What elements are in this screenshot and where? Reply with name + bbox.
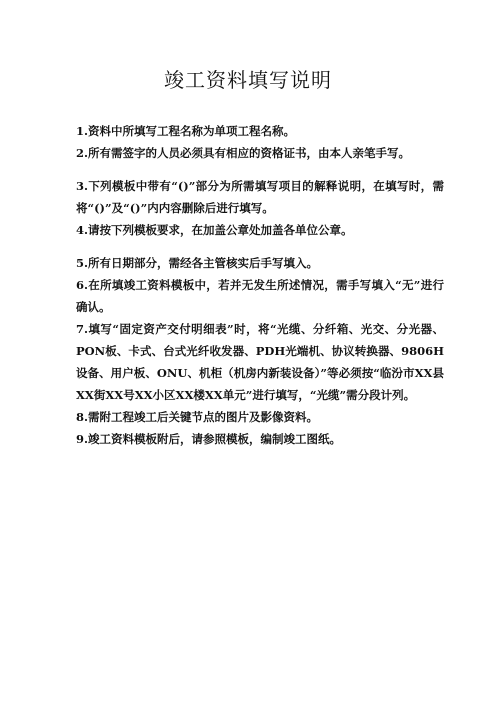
- instruction-item-6: 6.在所填竣工资料模板中，若并无发生所述情况，需手写填入“无”进行确认。: [76, 278, 444, 314]
- instruction-item-2: 2.所有需签字的人员必须具有相应的资格证书，由本人亲笔手写。: [76, 146, 411, 160]
- instruction-item-3: 3.下列模板中带有“()”部分为所需填写项目的解释说明，在填写时，需将“()”及“()”内内容删除后进行填写。: [76, 179, 444, 215]
- instruction-item-5: 5.所有日期部分，需经各主管核实后手写填入。: [76, 256, 319, 270]
- instruction-item-1: 1.资料中所填写工程名称为单项工程名称。: [76, 124, 296, 138]
- document-title: 竣工资料填写说明: [164, 68, 332, 92]
- instruction-item-4: 4.请按下列模板要求，在加盖公章处加盖各单位公章。: [76, 223, 353, 237]
- instruction-item-9: 9.竣工资料模板附后，请参照模板，编制竣工图纸。: [76, 432, 342, 446]
- instruction-item-8: 8.需附工程竣工后关键节点的图片及影像资料。: [76, 410, 319, 424]
- instructions-list: [76, 120, 444, 450]
- instruction-item-7: 7.填写“固定资产交付明细表”时，将“光缆、分纤箱、光交、分光器、PON板、卡式、台式光纤收发器、PDH光端机、协议转换器、9806H设备、用户板、ONU、机柜（机房内新装设备）”等必须按“临汾市XX县XX街XX号XX小区XX楼XX单元”进行填写，“光缆”需分段计列。: [76, 322, 444, 402]
